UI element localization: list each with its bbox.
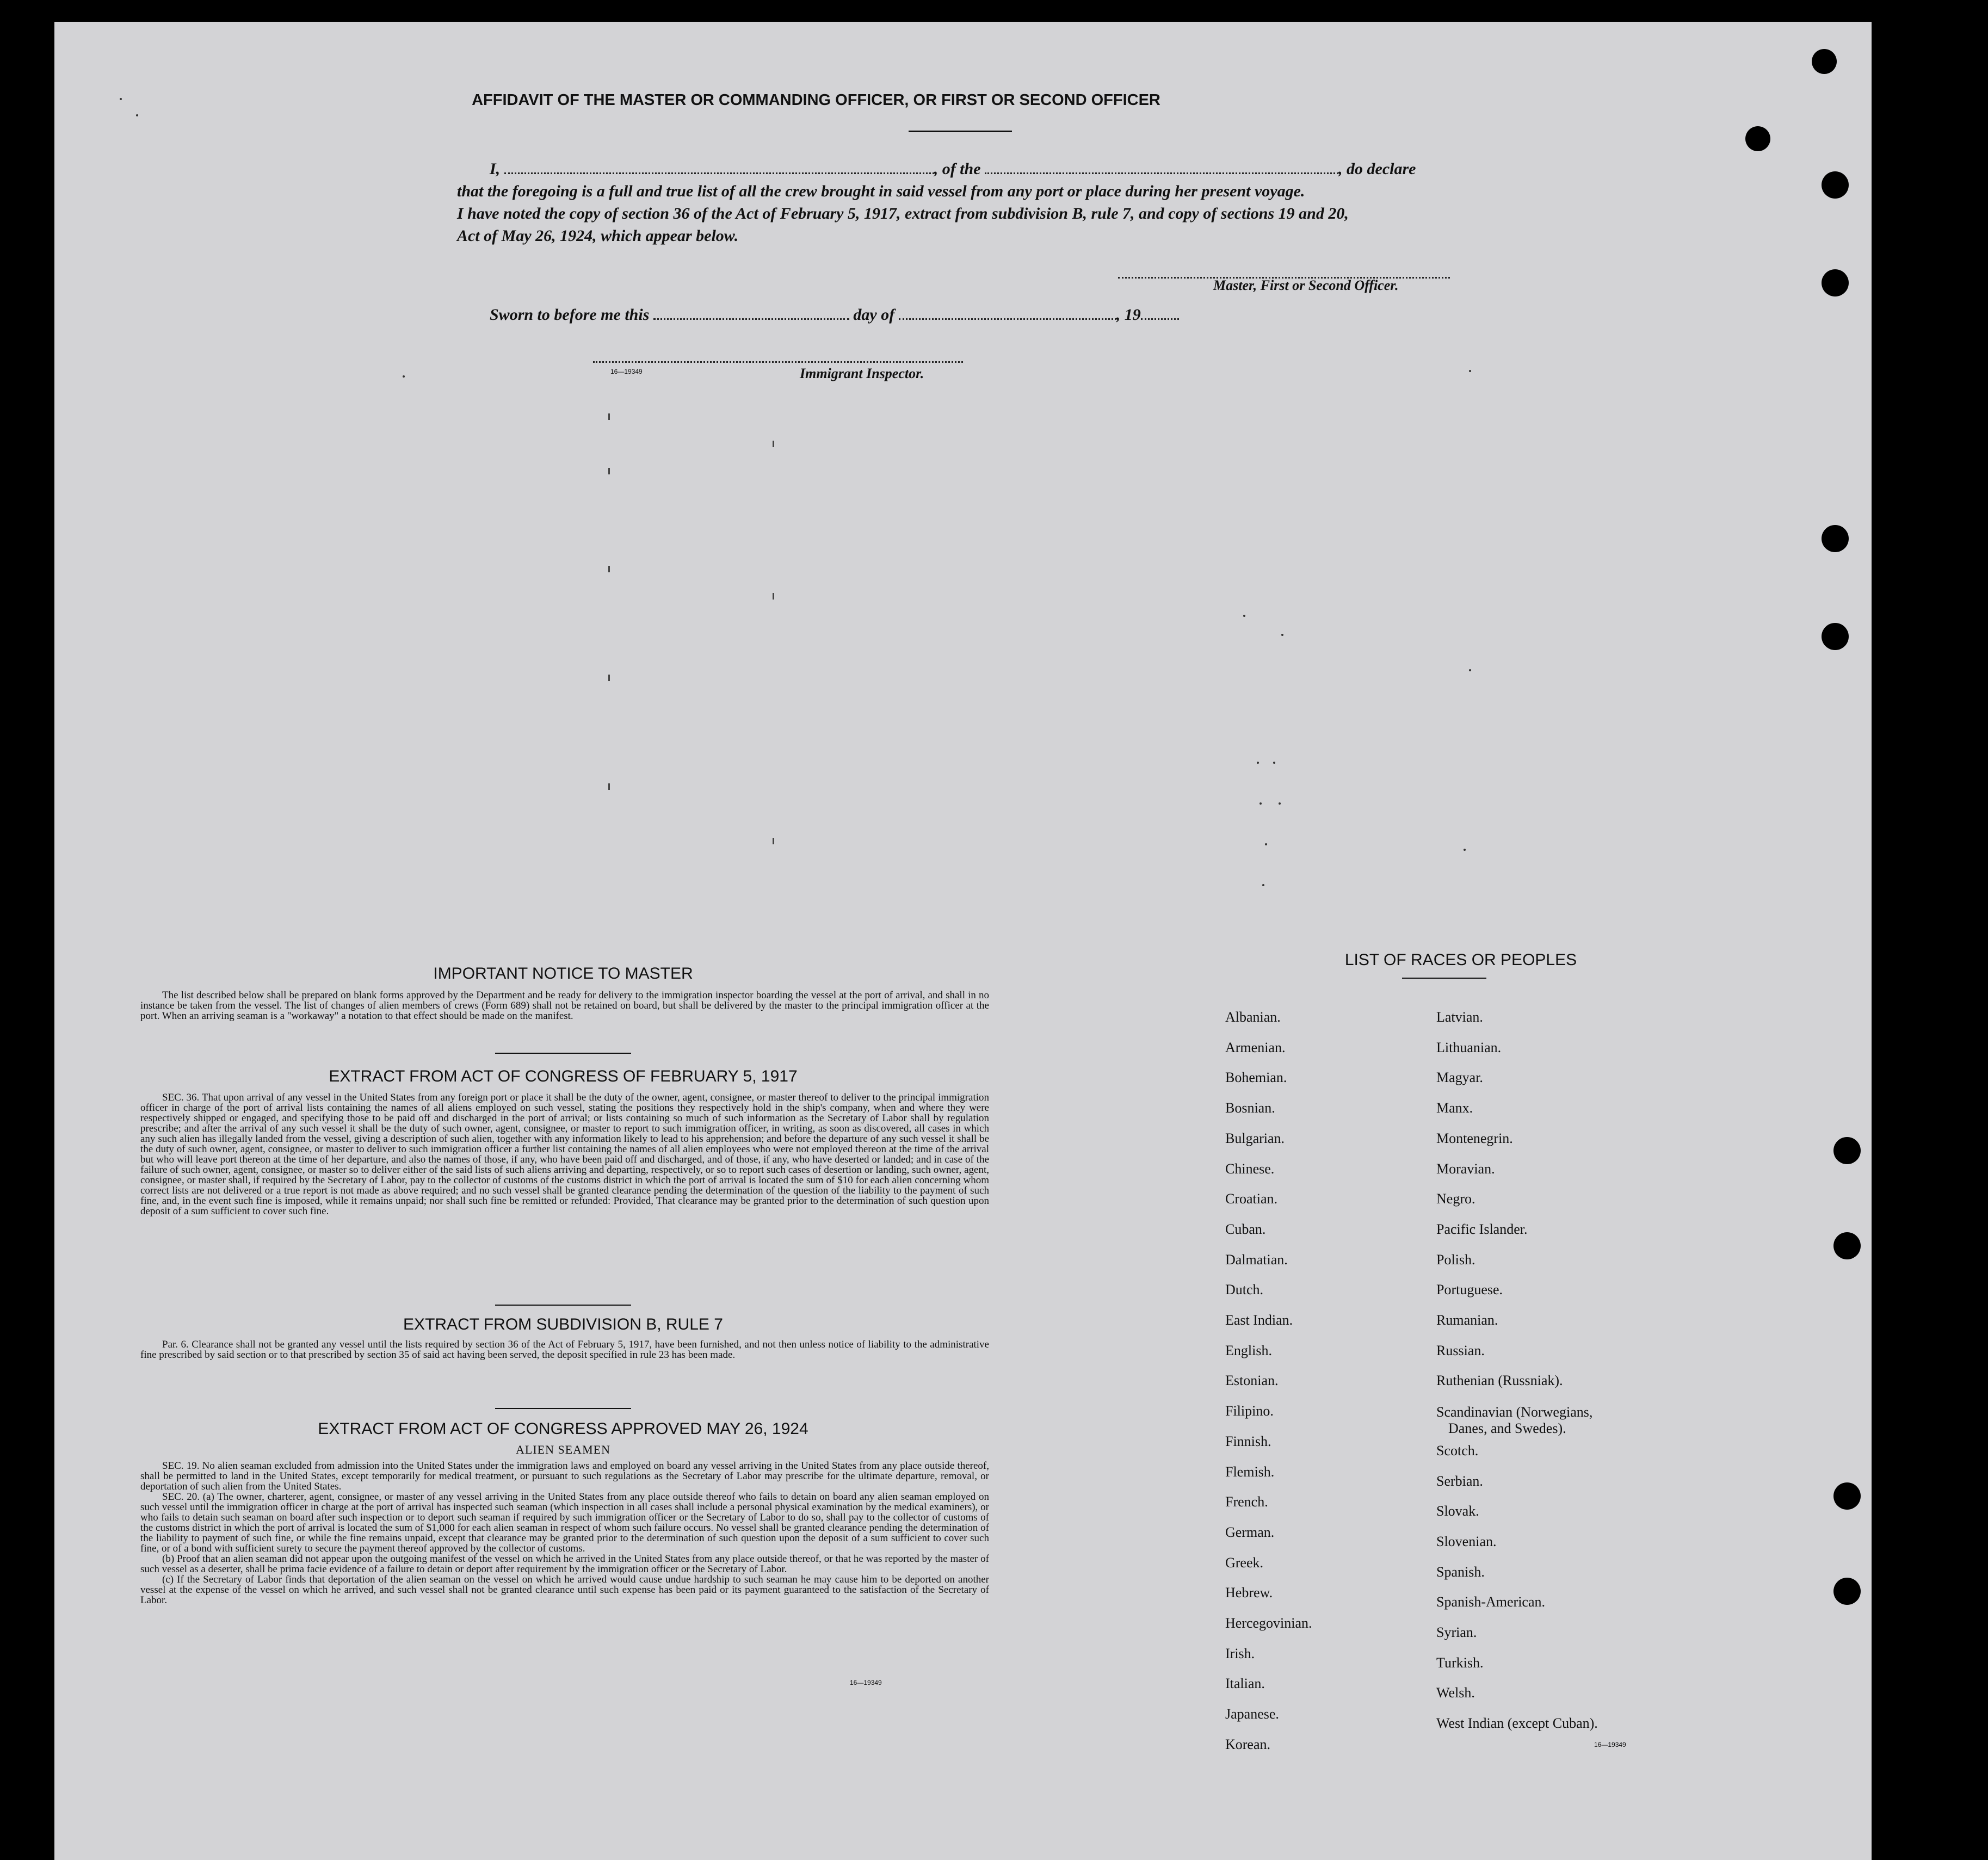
sworn-day-of: day of	[853, 306, 895, 324]
race-item: Welsh.	[1436, 1685, 1475, 1701]
race-item: Armenian.	[1225, 1040, 1286, 1055]
declaration-do-declare: , do declare	[1338, 160, 1416, 178]
race-item: English.	[1225, 1343, 1272, 1358]
sec-20a-text: SEC. 20. (a) The owner, charterer, agent, consignee, or master of any vessel arriving in the United States from any place outside thereof who fails to detain on board any alien seaman employed on such vessel until the immigration officer in charge at the port of arrival has inspected such seaman (which inspection in all cases shall include a personal physical examination by the medical examiners), or who fails to detain such seaman on board after such inspection or to deport such seaman if required by such immigration officer or the Secretary of Labor to do so, shall pay to the collector of customs of the customs district in which the port of arrival is located the sum of $1,000 for each alien seaman in respect of whom such failure occurs. No vessel shall be granted clearance pending the determination of the liability to payment of such fine, or while the fine remains unpaid, except that clearance may be granted prior to the determination of such question upon the deposit of a sum sufficient to cover such fine, or of a bond with sufficient surety to secure the payment thereof approved by the collector of customs.	[140, 1491, 989, 1554]
race-item: Serbian.	[1436, 1473, 1483, 1489]
affidavit-title: AFFIDAVIT OF THE MASTER OR COMMANDING OFFICER, OR FIRST OR SECOND OFFICER	[472, 91, 1160, 109]
race-item: Montenegrin.	[1436, 1130, 1513, 1146]
sworn-year: , 19	[1116, 306, 1141, 324]
race-item: Japanese.	[1225, 1706, 1279, 1722]
race-item: Syrian.	[1436, 1624, 1477, 1640]
race-item: Estonian.	[1225, 1373, 1279, 1388]
race-item: Hebrew.	[1225, 1585, 1273, 1601]
notice-text: The list described below shall be prepared on blank forms approved by the Department and be ready for delivery to the immigration inspector boarding the vessel at the port of arrival, and shall in no instance be taken from the vessel. The list of changes of alien members of crews (Form 689) shall not be retained on board, but shall be delivered by the master to the principal immigration officer at the port. When an arriving seaman is a "workaway" a notation to that effect should be made on the manifest.	[140, 990, 989, 1022]
races-form-number: 16—19349	[1594, 1741, 1626, 1748]
race-item: Slovak.	[1436, 1503, 1479, 1519]
declaration-line-4: Act of May 26, 1924, which appear below.	[457, 227, 739, 245]
race-item: Greek.	[1225, 1555, 1264, 1571]
race-item: Pacific Islander.	[1436, 1221, 1528, 1237]
par-6-text: Par. 6. Clearance shall not be granted any vessel until the lists required by section 36 of the Act of February 5, 1917, have been furnished, and not then unless notice of liability to the administrative fine prescribed by said section or to that prescribed by section 35 of said act having been served, the deposit specified in rule 23 has been made.	[140, 1339, 989, 1361]
race-item: Finnish.	[1225, 1433, 1271, 1449]
race-item: Negro.	[1436, 1191, 1475, 1207]
race-item: Latvian.	[1436, 1009, 1483, 1025]
race-item: Danes, and Swedes).	[1448, 1420, 1566, 1436]
affidavit-form-number: 16—19349	[610, 368, 643, 375]
race-item: Chinese.	[1225, 1161, 1275, 1177]
race-item: Bosnian.	[1225, 1100, 1275, 1116]
race-item: Bohemian.	[1225, 1070, 1287, 1085]
extract-form-number: 16—19349	[850, 1679, 882, 1686]
race-item: Polish.	[1436, 1252, 1475, 1268]
race-item: West Indian (except Cuban).	[1436, 1715, 1598, 1731]
races-list	[54, 22, 1872, 1860]
race-item: Portuguese.	[1436, 1282, 1503, 1297]
race-item: Spanish-American.	[1436, 1594, 1546, 1610]
race-item: Turkish.	[1436, 1655, 1484, 1671]
rule-7-title: EXTRACT FROM SUBDIVISION B, RULE 7	[403, 1315, 723, 1333]
race-item: Russian.	[1436, 1343, 1485, 1358]
race-item: Dutch.	[1225, 1282, 1264, 1297]
race-item: Magyar.	[1436, 1070, 1483, 1085]
document-page	[54, 22, 1872, 1860]
race-item: Dalmatian.	[1225, 1252, 1288, 1268]
declaration-line-2: that the foregoing is a full and true list of all the crew brought in said vessel from any port or place during her present voyage.	[457, 182, 1305, 200]
race-item: Croatian.	[1225, 1191, 1278, 1207]
race-item: East Indian.	[1225, 1312, 1293, 1328]
race-item: Scotch.	[1436, 1443, 1479, 1459]
race-item: Slovenian.	[1436, 1534, 1497, 1549]
declaration-of-the: , of the	[934, 160, 981, 178]
extract-1924-title: EXTRACT FROM ACT OF CONGRESS APPROVED MAY 26, 1924	[318, 1420, 808, 1438]
extract-1924-subtitle: ALIEN SEAMEN	[516, 1443, 610, 1456]
declaration-i: I,	[490, 160, 501, 178]
master-signature-caption: Master, First or Second Officer.	[1213, 277, 1399, 293]
race-item: Korean.	[1225, 1737, 1271, 1752]
race-item: Italian.	[1225, 1676, 1265, 1691]
sec-20c-text: (c) If the Secretary of Labor finds that deportation of the alien seaman on the vessel on which he arrived would cause undue hardship to such seaman he may cause him to be deported on another vessel at the expense of the vessel on which he arrived, and such vessel shall not be granted clearance until such expense has been paid or its payment guaranteed to the satisfaction of the Secretary of Labor.	[140, 1574, 989, 1606]
race-item: Manx.	[1436, 1100, 1473, 1116]
sec-20b-text: (b) Proof that an alien seaman did not appear upon the outgoing manifest of the vessel on which he arrived in the United States from any place outside thereof, or that he was reported by the master of such vessel as a deserter, shall be prima facie evidence of a failure to detain or deport after requirement by the immigration officer or the Secretary of Labor.	[140, 1553, 989, 1575]
race-item: German.	[1225, 1524, 1275, 1540]
sec-36-text: SEC. 36. That upon arrival of any vessel in the United States from any foreign port or place it shall be the duty of the owner, agent, consignee, or master thereof to deliver to the principal immigration officer in charge of the port of arrival lists containing the names of all aliens employed on such vessel, stating the positions they respectively hold in the ship's company, when and where they were respectively shipped or engaged, and specifying those to be paid off and discharged in the port of arrival; or lists containing so much of such information as the Secretary of Labor shall by regulation prescribe; and after the arrival of any such vessel it shall be the duty of such owner, agent, consignee, or master to report to such immigration officer, in writing, as soon as discovered, all cases in which any such alien has illegally landed from the vessel, giving a description of such alien, together with any information likely to lead to his apprehension; and before the departure of any such vessel it shall be the duty of such owner, agent, consignee, or master to deliver to such immigration officer a further list containing the names of all alien employees who were not employed thereon at the time of the arrival but who will leave port thereon at the time of her departure, and also the names of those, if any, who have been paid off and discharged, and of those, if any, who have deserted or landed; and in case of the failure of such owner, agent, consignee, or master so to deliver either of the said lists of such aliens arriving and departing, respectively, or so to report such cases of desertion or landing, such owner, agent, consignee, or master shall, if required by the Secretary of Labor, pay to the collector of customs of the customs district in which the port of arrival is located the sum of $10 for each alien concerning whom correct lists are not delivered or a true report is not made as above required; and no such vessel shall be granted clearance pending the determination of the question of the liability to the payment of such fine, and, in the event such fine is imposed, while it remains unpaid; nor shall such fine be remitted or refunded: Provided, That clearance may be granted prior to the determination of such question upon deposit of a sum sufficient to cover such fine.	[140, 1092, 989, 1217]
race-item: Bulgarian.	[1225, 1130, 1285, 1146]
race-item: French.	[1225, 1494, 1268, 1510]
sec-19-text: SEC. 19. No alien seaman excluded from admission into the United States under the immigration laws and employed on board any vessel arriving in the United States from any place outside thereof, shall be permitted to land in the United States, except temporarily for medical treatment, or pursuant to such regulations as the Secretary of Labor may prescribe for the ultimate departure, removal, or deportation of such alien from the United States.	[140, 1460, 989, 1492]
race-item: Hercegovinian.	[1225, 1615, 1312, 1631]
inspector-signature-caption: Immigrant Inspector.	[800, 366, 924, 381]
declaration-line-3: I have noted the copy of section 36 of the Act of February 5, 1917, extract from subdivision B, rule 7, and copy of sections 19 and 20,	[457, 205, 1349, 223]
race-item: Irish.	[1225, 1646, 1255, 1661]
race-item: Cuban.	[1225, 1221, 1266, 1237]
race-item: Moravian.	[1436, 1161, 1495, 1177]
race-item: Spanish.	[1436, 1564, 1485, 1580]
race-item: Flemish.	[1225, 1464, 1275, 1480]
extract-1917-title: EXTRACT FROM ACT OF CONGRESS OF FEBRUARY 5, 1917	[329, 1067, 798, 1085]
race-item: Filipino.	[1225, 1403, 1274, 1419]
race-item: Ruthenian (Russniak).	[1436, 1373, 1563, 1388]
race-item: Rumanian.	[1436, 1312, 1498, 1328]
race-item: Lithuanian.	[1436, 1040, 1502, 1055]
race-item: Scandinavian (Norwegians,	[1436, 1404, 1593, 1420]
sworn-label: Sworn to before me this	[490, 306, 650, 324]
notice-title: IMPORTANT NOTICE TO MASTER	[433, 965, 693, 982]
races-title: LIST OF RACES OR PEOPLES	[1344, 951, 1577, 969]
race-item: Albanian.	[1225, 1009, 1281, 1025]
